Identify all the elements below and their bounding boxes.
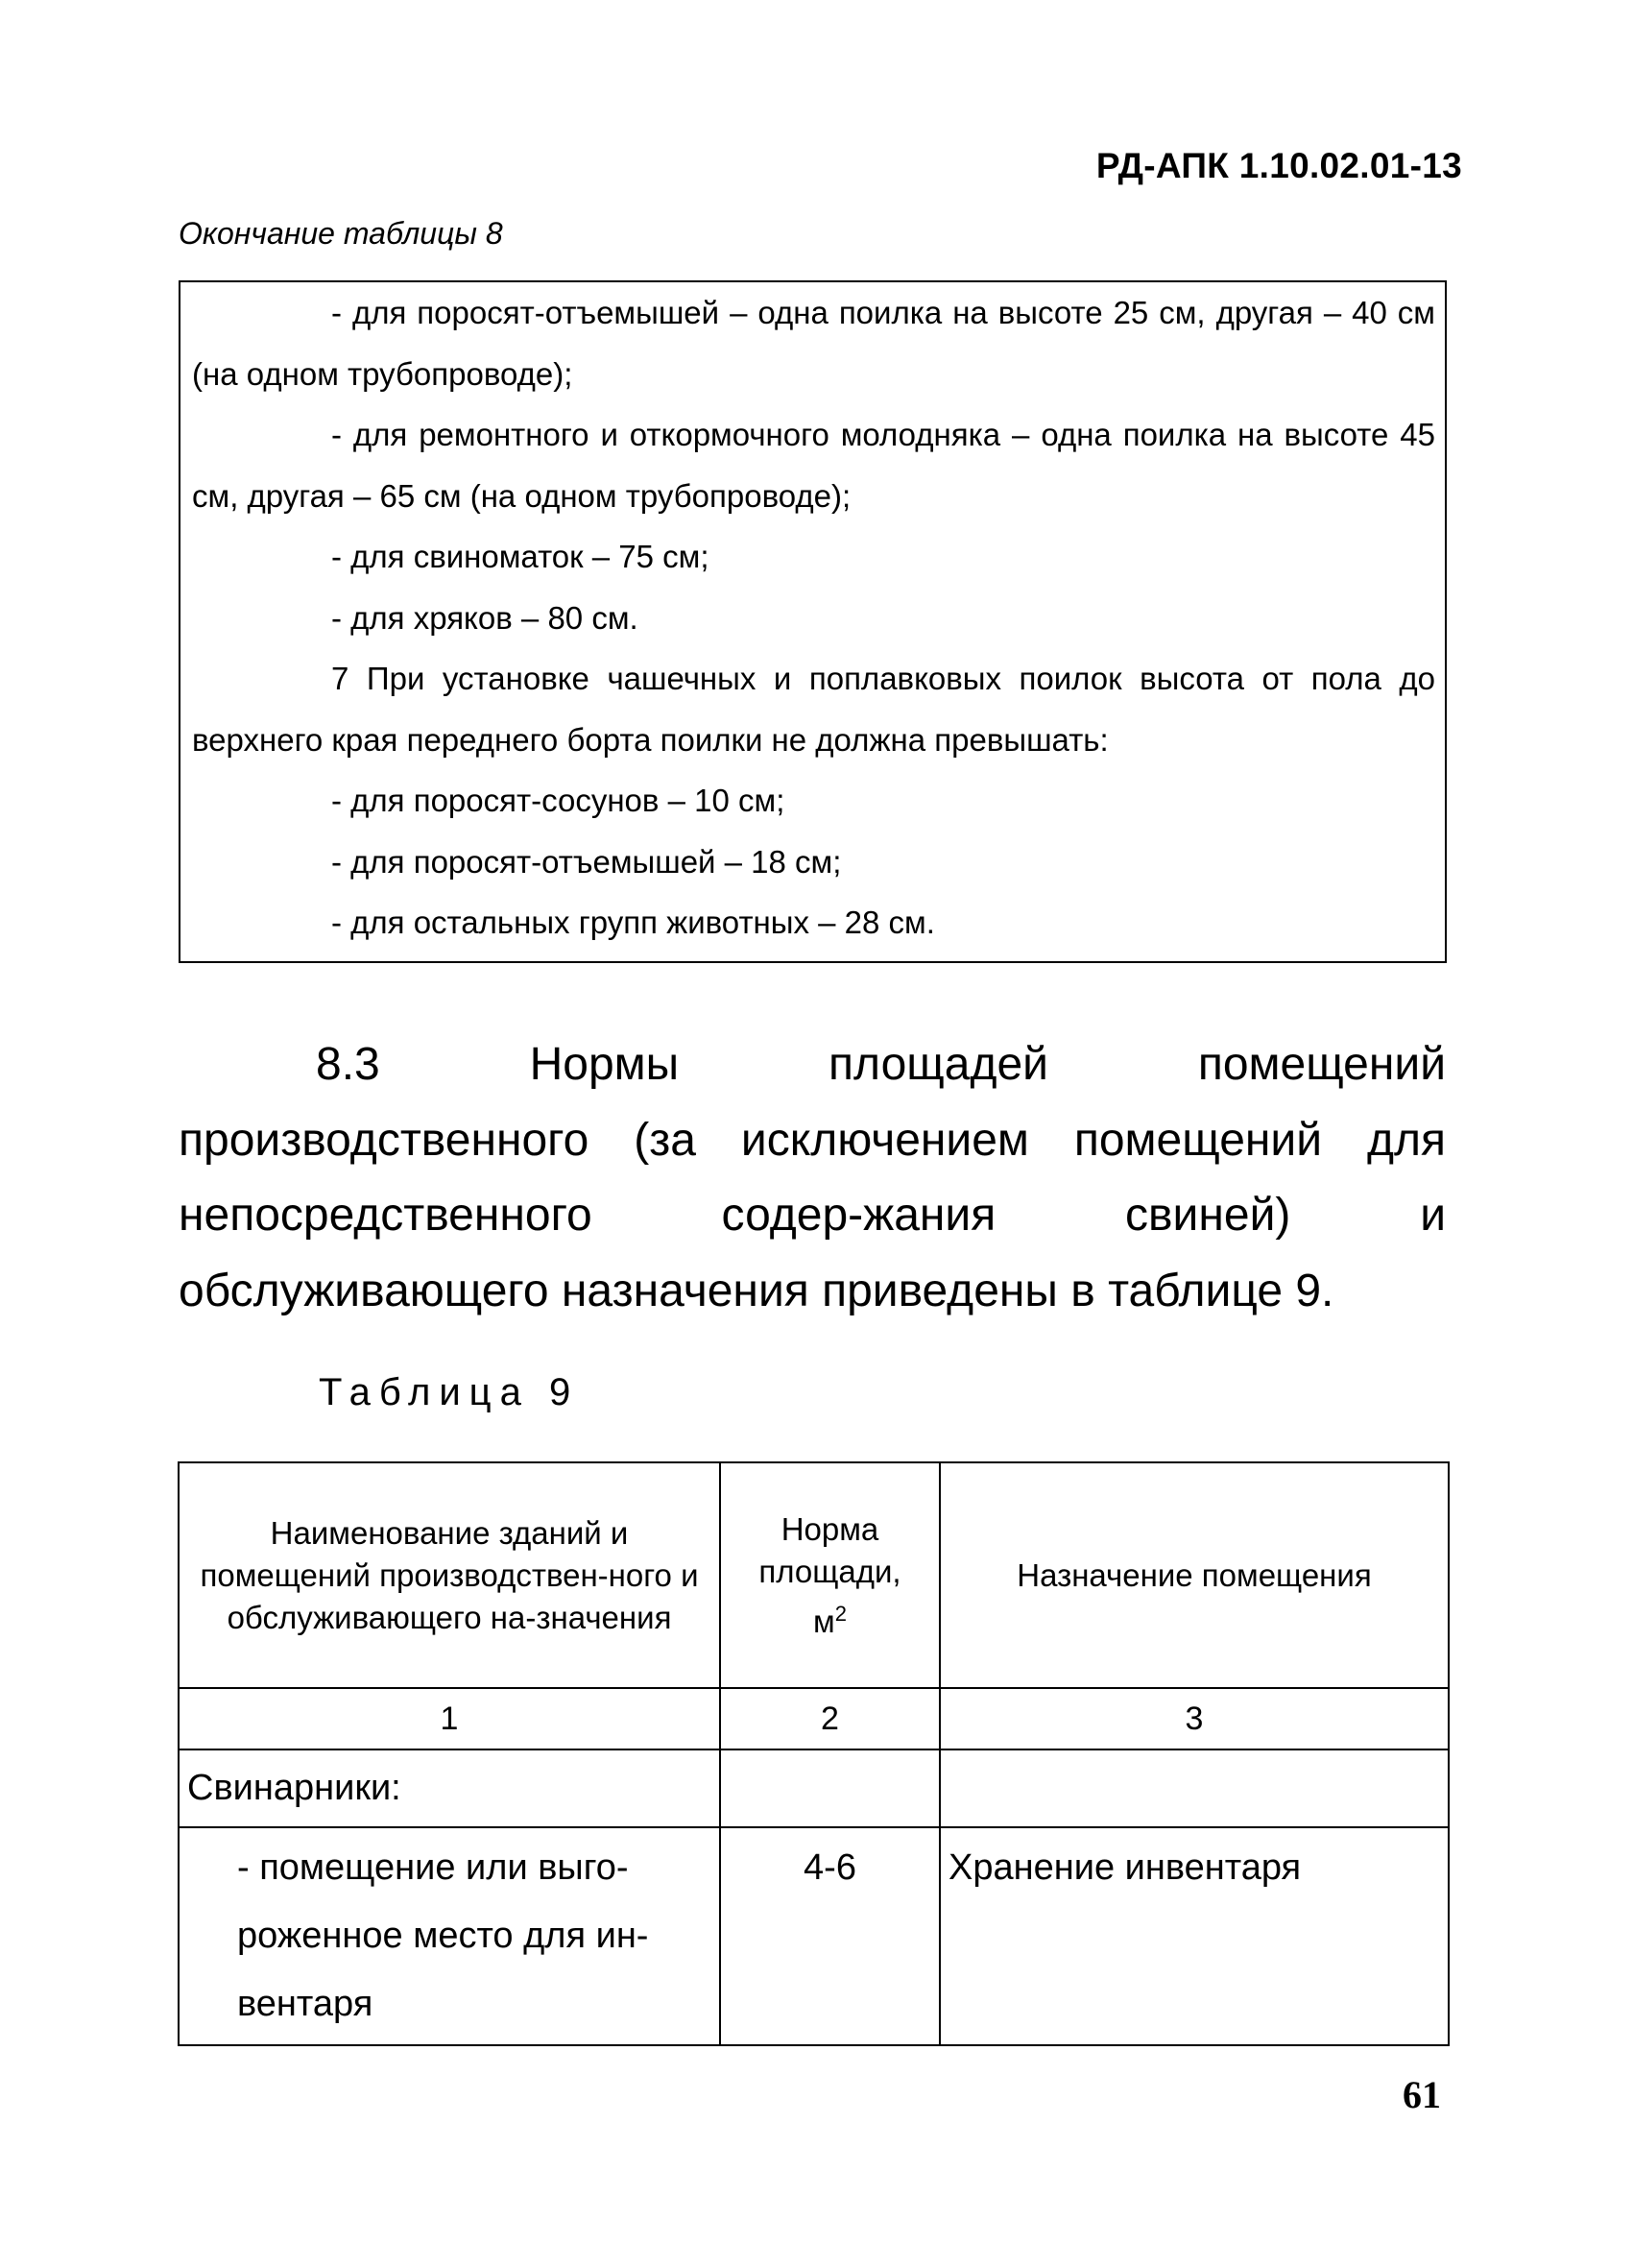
list-item: - для поросят-отъемышей – одна поилка на высоте 25 см, другая – 40 см (на одном трубопроводе); bbox=[192, 295, 1435, 392]
column-number: 3 bbox=[940, 1688, 1449, 1749]
table-caption: Таблица 9 bbox=[319, 1371, 580, 1413]
table-8-continuation-box bbox=[179, 280, 1447, 963]
header-area-norm-superscript: 2 bbox=[834, 1601, 847, 1626]
header-building-name: Наименование зданий и помещений производствен-ного и обслуживающего на-значения bbox=[179, 1462, 720, 1688]
table-9 bbox=[178, 1461, 1450, 2046]
column-number-row bbox=[179, 1688, 1449, 1749]
list-item: - для свиноматок – 75 см; bbox=[331, 539, 709, 574]
cell-norm bbox=[720, 1749, 940, 1827]
header-area-norm-text: Норма площади, м bbox=[758, 1510, 901, 1639]
column-number: 1 bbox=[179, 1688, 720, 1749]
cell-norm: 4-6 bbox=[720, 1827, 940, 2045]
section-paragraph: 8.3 Нормы площадей помещений производственного (за исключением помещений для непосредственного содер-жания свиней) и обслуживающего назначения приведены в таблице 9. bbox=[179, 1039, 1446, 1316]
header-room-purpose: Назначение помещения bbox=[940, 1462, 1449, 1688]
note-paragraph: 7 При установке чашечных и поплавковых поилок высота от пола до верхнего края переднего борта поилки не должна превышать: bbox=[192, 661, 1435, 758]
list-item: - для ремонтного и откормочного молодняка – одна поилка на высоте 45 см, другая – 65 см (на одном трубопроводе); bbox=[192, 417, 1435, 514]
cell-purpose: Хранение инвентаря bbox=[940, 1827, 1449, 2045]
list-item: - для остальных групп животных – 28 см. bbox=[331, 905, 935, 940]
table-row bbox=[179, 1749, 1449, 1827]
table-continuation-label: Окончание таблицы 8 bbox=[179, 216, 503, 251]
cell-name: - помещение или выго-роженное место для ин-вентаря bbox=[179, 1827, 720, 2045]
page-number: 61 bbox=[1403, 2073, 1441, 2116]
list-item: - для поросят-отъемышей – 18 см; bbox=[331, 843, 842, 880]
list-item: - для хряков – 80 см. bbox=[331, 599, 638, 636]
table-header-row bbox=[179, 1462, 1449, 1688]
table-row bbox=[179, 1827, 1449, 2045]
header-area-norm bbox=[720, 1462, 940, 1688]
document-code: РД-АПК 1.10.02.01-13 bbox=[1095, 146, 1462, 185]
list-item: - для поросят-сосунов – 10 см; bbox=[331, 783, 785, 818]
column-number: 2 bbox=[720, 1688, 940, 1749]
cell-purpose bbox=[940, 1749, 1449, 1827]
cell-name: Свинарники: bbox=[179, 1749, 720, 1827]
